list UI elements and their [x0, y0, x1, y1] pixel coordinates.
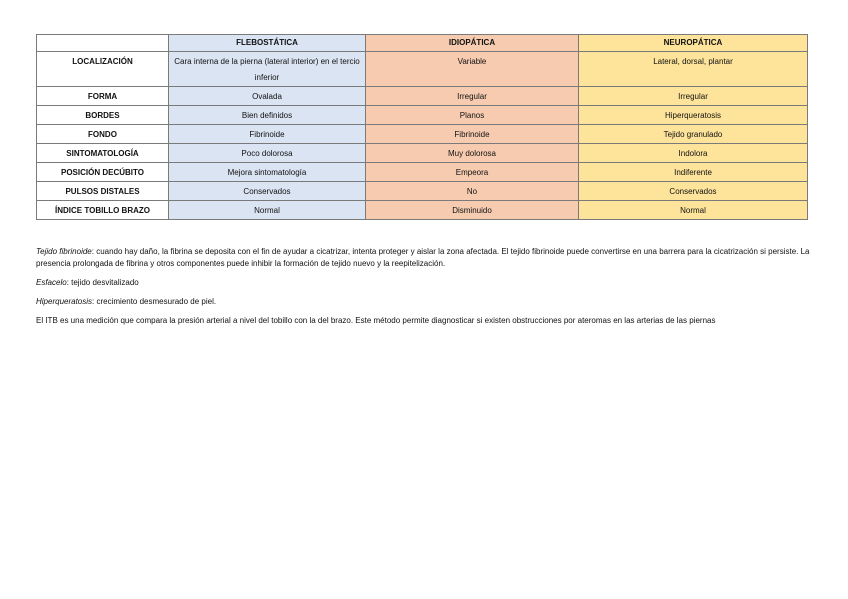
cell-idiopatica: Empeora: [366, 163, 579, 182]
notes-section: [36, 246, 812, 334]
ulcer-comparison-table: [36, 34, 808, 220]
cell-idiopatica: No: [366, 182, 579, 201]
cell-flebostatica: Fibrinoide: [169, 125, 366, 144]
cell-idiopatica: Fibrinoide: [366, 125, 579, 144]
header-idiopatica: IDIOPÁTICA: [366, 35, 579, 52]
cell-neuropatica: Hiperqueratosis: [579, 106, 808, 125]
header-flebostatica: FLEBOSTÁTICA: [169, 35, 366, 52]
cell-neuropatica: Tejido granulado: [579, 125, 808, 144]
cell-idiopatica: Disminuido: [366, 201, 579, 220]
cell-neuropatica: Normal: [579, 201, 808, 220]
cell-idiopatica: Muy dolorosa: [366, 144, 579, 163]
header-neuropatica: NEUROPÁTICA: [579, 35, 808, 52]
cell-neuropatica: Conservados: [579, 182, 808, 201]
row-label: FORMA: [37, 87, 169, 106]
cell-neuropatica: Lateral, dorsal, plantar: [579, 52, 808, 87]
cell-flebostatica: Normal: [169, 201, 366, 220]
note-text: : cuando hay daño, la fibrina se deposita con el fin de ayudar a cicatrizar, intenta proteger y aislar la zona afectada. El tejido fibrinoide puede convertirse en una barrera para la cicatrización si persiste. La presencia prolongada de fibrina y otros componentes puede inhibir la formación de tejido nuevo y la reepitelización.: [36, 247, 810, 268]
note-paragraph: [36, 246, 812, 270]
cell-flebostatica: Poco dolorosa: [169, 144, 366, 163]
table-header-row: [37, 35, 808, 52]
row-label: FONDO: [37, 125, 169, 144]
table-row: [37, 201, 808, 220]
row-label: PULSOS DISTALES: [37, 182, 169, 201]
row-label: LOCALIZACIÓN: [37, 52, 169, 87]
table-row: [37, 125, 808, 144]
cell-flebostatica: Mejora sintomatología: [169, 163, 366, 182]
cell-flebostatica: Bien definidos: [169, 106, 366, 125]
table-row: [37, 182, 808, 201]
table-row: [37, 52, 808, 87]
cell-flebostatica: Ovalada: [169, 87, 366, 106]
table-row: [37, 106, 808, 125]
note-paragraph: [36, 315, 812, 327]
row-label: ÍNDICE TOBILLO BRAZO: [37, 201, 169, 220]
table-row: [37, 144, 808, 163]
row-label: POSICIÓN DECÚBITO: [37, 163, 169, 182]
cell-flebostatica: Cara interna de la pierna (lateral interior) en el tercio inferior: [169, 52, 366, 87]
cell-idiopatica: Planos: [366, 106, 579, 125]
table-row: [37, 163, 808, 182]
row-label: SINTOMATOLOGÍA: [37, 144, 169, 163]
note-paragraph: [36, 296, 812, 308]
cell-neuropatica: Indolora: [579, 144, 808, 163]
note-text: : tejido desvitalizado: [66, 278, 139, 287]
cell-neuropatica: Irregular: [579, 87, 808, 106]
note-term: Esfacelo: [36, 278, 67, 287]
header-empty-cell: [37, 35, 169, 52]
note-term: Hiperqueratosis: [36, 297, 93, 306]
note-text: : crecimiento desmesurado de piel.: [92, 297, 217, 306]
cell-idiopatica: Irregular: [366, 87, 579, 106]
table-row: [37, 87, 808, 106]
note-text: El ITB es una medición que compara la presión arterial a nivel del tobillo con la del brazo. Este método permite diagnosticar si existen obstrucciones por ateromas en las arterias de las piernas: [36, 316, 716, 325]
cell-flebostatica: Conservados: [169, 182, 366, 201]
note-term: Tejido fibrinoide: [36, 247, 92, 256]
note-paragraph: [36, 277, 812, 289]
cell-neuropatica: Indiferente: [579, 163, 808, 182]
row-label: BORDES: [37, 106, 169, 125]
cell-idiopatica: Variable: [366, 52, 579, 87]
